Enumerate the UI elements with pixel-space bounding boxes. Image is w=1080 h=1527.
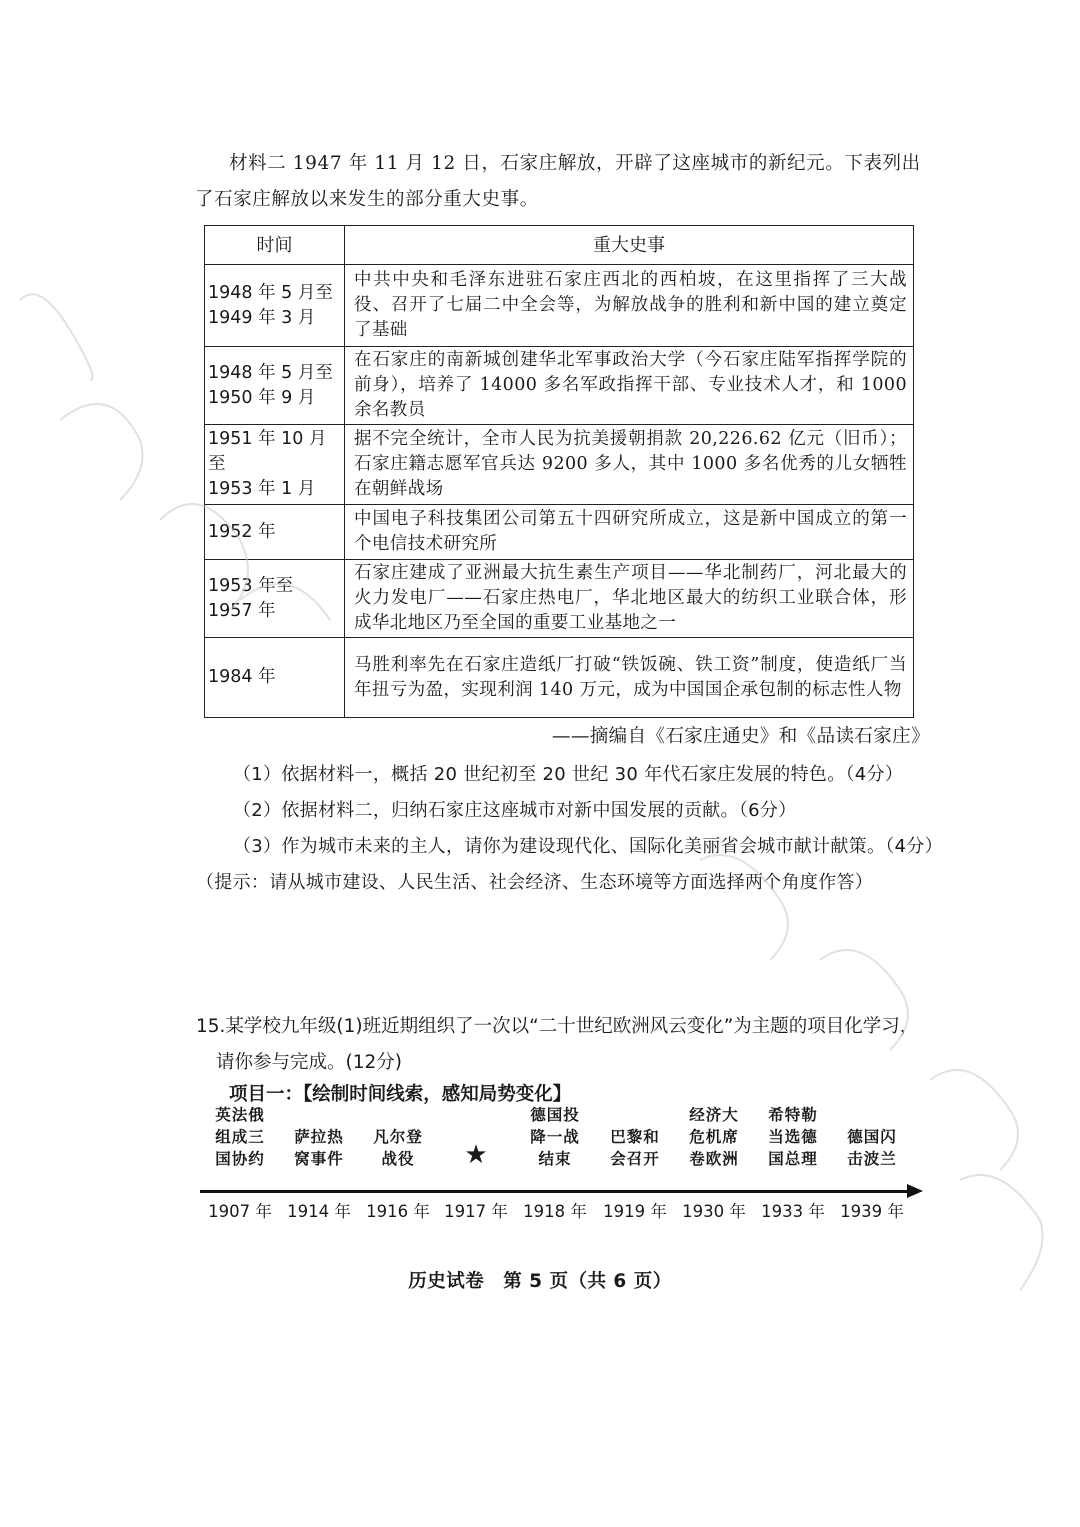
- row-event: 石家庄建成了亚洲最大抗生素生产项目——华北制药厂，河北最大的火力发电厂——石家庄热电厂，华北地区最大的纺织工业联合体，形成华北地区乃至全国的重要工业基地之一: [345, 560, 914, 638]
- timeline-year: 1918 年: [523, 1202, 587, 1221]
- row-time: 1948 年 5 月至 1950 年 9 月: [205, 347, 345, 425]
- header-events: 重大史事: [345, 226, 914, 265]
- table-row: [205, 560, 914, 638]
- question-15-line2: 请你参与完成。(12分): [216, 1052, 402, 1073]
- timeline-year: 1939 年: [840, 1202, 904, 1221]
- timeline-event: 德国闪 击波兰: [847, 1127, 897, 1168]
- row-event: 中国电子科技集团公司第五十四研究所成立，这是新中国成立的第一个电信技术研究所: [345, 505, 914, 560]
- answer-hint: （提示：请从城市建设、人民生活、社会经济、生态环境等方面选择两个角度作答）: [196, 872, 874, 893]
- timeline-event: 希特勒 当选德 国总理: [768, 1105, 818, 1168]
- project-one-title: 项目一：【绘制时间线索，感知局势变化】: [229, 1084, 572, 1105]
- row-event: 马胜利率先在石家庄造纸厂打破“铁饭碗、铁工资”制度，使造纸厂当年扭亏为盈，实现利润 140 万元，成为中国国企承包制的标志性人物: [345, 638, 914, 718]
- timeline-event: 经济大 危机席 卷欧洲: [689, 1105, 739, 1168]
- events-table: [204, 225, 914, 718]
- question-2: （2）依据材料二，归纳石家庄这座城市对新中国发展的贡献。（6分）: [233, 800, 797, 821]
- timeline-event: 德国投 降一战 结束: [530, 1105, 580, 1168]
- arrow-right-icon: [907, 1184, 923, 1198]
- timeline-axis: [200, 1190, 910, 1193]
- row-time: 1951 年 10 月至 1953 年 1 月: [205, 425, 345, 505]
- table-row: [205, 425, 914, 505]
- timeline-event: 巴黎和 会召开: [610, 1127, 660, 1168]
- timeline-event: 凡尔登 战役: [373, 1127, 423, 1168]
- header-time: 时间: [205, 226, 345, 265]
- question-3: （3）作为城市未来的主人，请你为建设现代化、国际化美丽省会城市献计献策。（4分）: [233, 836, 943, 857]
- row-event: 中共中央和毛泽东进驻石家庄西北的西柏坡，在这里指挥了三大战役、召开了七届二中全会等，为解放战争的胜利和新中国的建立奠定了基础: [345, 265, 914, 347]
- row-event: 据不完全统计，全市人民为抗美援朝捐款 20,226.62 亿元（旧币）；石家庄籍志愿军官兵达 9200 多人，其中 1000 多名优秀的儿女牺牲在朝鲜战场: [345, 425, 914, 505]
- question-1: （1）依据材料一，概括 20 世纪初至 20 世纪 30 年代石家庄发展的特色。（4分）: [233, 764, 904, 785]
- timeline-year: 1914 年: [287, 1202, 351, 1221]
- row-event: 在石家庄的南新城创建华北军事政治大学（今石家庄陆军指挥学院的前身），培养了 14000 多名军政指挥干部、专业技术人才，和 1000 余名教员: [345, 347, 914, 425]
- timeline-event: 英法俄 组成三 国协约: [215, 1105, 265, 1168]
- table-header-row: [205, 226, 914, 265]
- source-citation: ——摘编自《石家庄通史》和《品读石家庄》: [551, 726, 930, 747]
- timeline-year: 1919 年: [603, 1202, 667, 1221]
- timeline-year: 1933 年: [761, 1202, 825, 1221]
- row-time: 1948 年 5 月至 1949 年 3 月: [205, 265, 345, 347]
- timeline-year: 1917 年: [444, 1202, 508, 1221]
- page-footer: 历史试卷 第 5 页（共 6 页）: [408, 1271, 672, 1292]
- timeline-event: 萨拉热 窝事件: [294, 1127, 344, 1168]
- row-time: 1952 年: [205, 505, 345, 560]
- row-time: 1953 年至 1957 年: [205, 560, 345, 638]
- question-15-line1: 15.某学校九年级(1)班近期组织了一次以“二十世纪欧洲风云变化”为主题的项目化学习，: [196, 1016, 919, 1037]
- table-row: [205, 638, 914, 718]
- timeline: [195, 1105, 935, 1225]
- timeline-year: 1916 年: [366, 1202, 430, 1221]
- table-row: [205, 505, 914, 560]
- star-icon: ★: [464, 1140, 488, 1170]
- material-two-text: 材料二 1947 年 11 月 12 日，石家庄解放，开辟了这座城市的新纪元。下表列出了石家庄解放以来发生的部分重大史事。: [195, 153, 921, 210]
- question-15: [196, 1009, 956, 1081]
- timeline-year: 1930 年: [682, 1202, 746, 1221]
- row-time: 1984 年: [205, 638, 345, 718]
- table-row: [205, 347, 914, 425]
- timeline-year: 1907 年: [208, 1202, 272, 1221]
- table-row: [205, 265, 914, 347]
